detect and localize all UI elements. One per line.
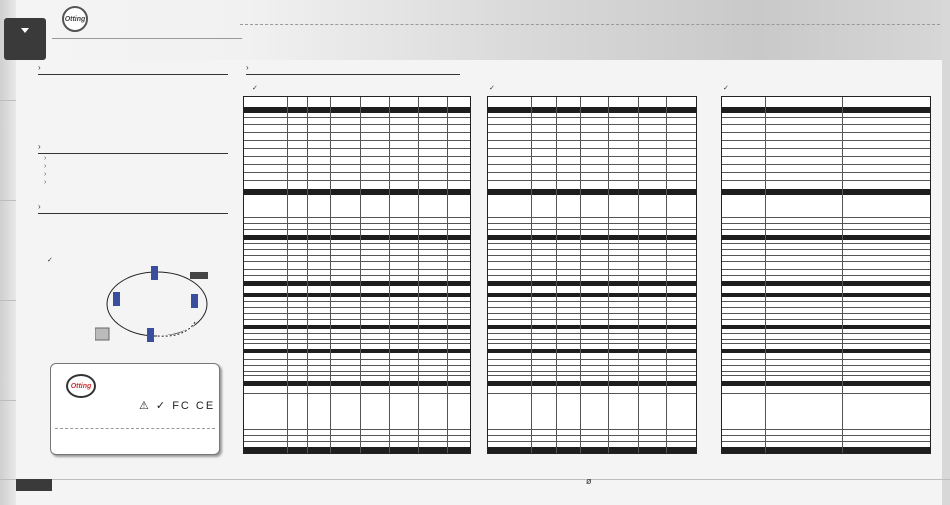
spec-table-2: [487, 96, 697, 454]
table-section-band: [722, 235, 930, 240]
right-margin-strip: [942, 0, 950, 505]
bullet-arrow-icon: ›: [44, 171, 47, 178]
table-row-line: [244, 124, 470, 125]
table-column-line: [556, 97, 557, 453]
table-row-line: [488, 148, 696, 149]
table-row-line: [244, 229, 470, 230]
table-row-line: [722, 333, 930, 334]
table-row-line: [244, 223, 470, 224]
spec-table-1: [243, 96, 471, 454]
table-row-line: [488, 313, 696, 314]
rack-switch-icon: [190, 272, 208, 279]
table-section-band: [488, 281, 696, 286]
table-row-line: [722, 229, 930, 230]
table-row-line: [244, 275, 470, 276]
table-row-line: [722, 243, 930, 244]
section-heading-application: [38, 203, 228, 214]
table-row-line: [244, 393, 470, 394]
table-row-line: [722, 393, 930, 394]
table-row-line: [244, 343, 470, 344]
bullet-arrow-icon: ›: [44, 179, 47, 186]
left-margin-strip: [0, 0, 16, 505]
table-row-line: [722, 249, 930, 250]
section-heading-features: [38, 143, 228, 154]
table-row-line: [488, 333, 696, 334]
table-row-line: [722, 319, 930, 320]
check-icon: ✓: [47, 257, 53, 264]
table-section-band: [244, 107, 470, 113]
table-row-line: [244, 359, 470, 360]
table-row-line: [488, 243, 696, 244]
table-row-line: [722, 269, 930, 270]
table-section-band: [488, 235, 696, 240]
table-column-line: [531, 97, 532, 453]
table-row-line: [722, 371, 930, 372]
table-row-line: [244, 172, 470, 173]
table-row-line: [244, 313, 470, 314]
table-section-band: [722, 189, 930, 195]
table-row-line: [488, 359, 696, 360]
brand-logo: [62, 6, 88, 32]
page-number-tab: [16, 479, 52, 491]
table-row-line: [722, 375, 930, 376]
table-row-line: [244, 441, 470, 442]
table-row-line: [244, 117, 470, 118]
table-row-line: [488, 307, 696, 308]
table-row-line: [722, 164, 930, 165]
chevron-right-icon: ›: [38, 142, 41, 151]
table-column-line: [666, 97, 667, 453]
table-row-line: [488, 261, 696, 262]
check-icon: ✓: [489, 85, 495, 92]
table-row-line: [722, 255, 930, 256]
table-row-line: [488, 249, 696, 250]
table-row-line: [488, 371, 696, 372]
table-section-band: [488, 107, 696, 113]
table-row-line: [722, 148, 930, 149]
table-row-line: [488, 429, 696, 430]
table-row-line: [244, 255, 470, 256]
table-section-band: [722, 447, 930, 453]
table-row-line: [244, 307, 470, 308]
table-row-line: [488, 275, 696, 276]
strip-divider: [0, 300, 16, 301]
table-row-line: [244, 339, 470, 340]
table-section-band: [722, 381, 930, 386]
table-row-line: [722, 307, 930, 308]
table-row-line: [488, 217, 696, 218]
footer-rule: [0, 479, 950, 480]
chevron-right-icon: ›: [38, 202, 41, 211]
table-section-band: [244, 235, 470, 240]
table-row-line: [244, 164, 470, 165]
certification-box: [50, 363, 220, 455]
table-column-line: [389, 97, 390, 453]
table-row-line: [244, 435, 470, 436]
table-row-line: [488, 117, 696, 118]
check-icon: ✓: [252, 85, 258, 92]
table-row-line: [722, 359, 930, 360]
table-row-line: [488, 255, 696, 256]
table-row-line: [722, 261, 930, 262]
table-row-line: [722, 117, 930, 118]
table-row-line: [244, 429, 470, 430]
table-section-band: [244, 349, 470, 353]
brand-logo-text: Otting: [64, 15, 86, 23]
switch-device-icon: [191, 294, 198, 308]
table-row-line: [244, 371, 470, 372]
chevron-right-icon: ›: [246, 63, 249, 72]
table-row-line: [488, 164, 696, 165]
table-section-band: [244, 325, 470, 329]
switch-device-icon: [147, 328, 154, 342]
strip-divider: [0, 400, 16, 401]
table-row-line: [244, 180, 470, 181]
header-rule: [52, 38, 242, 39]
table-row-line: [722, 124, 930, 125]
table-row-line: [722, 223, 930, 224]
table-row-line: [488, 172, 696, 173]
table-row-line: [488, 375, 696, 376]
brand-mark-icon: ø: [586, 476, 592, 486]
ring-network-diagram: [95, 260, 225, 350]
table-section-band: [722, 325, 930, 329]
table-row-line: [488, 343, 696, 344]
table-row-line: [244, 217, 470, 218]
table-section-band: [244, 381, 470, 386]
table-section-band: [488, 349, 696, 353]
table-section-band: [244, 189, 470, 195]
header-dotted-rule: [240, 24, 940, 25]
table-row-line: [488, 269, 696, 270]
chevron-down-icon: [21, 28, 29, 33]
table-row-line: [244, 261, 470, 262]
table-row-line: [722, 343, 930, 344]
table-row-line: [488, 124, 696, 125]
computer-icon: [95, 328, 109, 340]
brand-logo: [66, 374, 96, 398]
brand-logo-text: Otting: [70, 382, 92, 390]
table-row-line: [722, 313, 930, 314]
table-section-band: [722, 349, 930, 353]
table-row-line: [488, 223, 696, 224]
chevron-right-icon: ›: [38, 63, 41, 72]
table-row-line: [722, 435, 930, 436]
table-column-line: [418, 97, 419, 453]
table-section-band: [722, 107, 930, 113]
table-row-line: [488, 301, 696, 302]
table-section-band: [244, 293, 470, 297]
table-row-line: [488, 365, 696, 366]
table-row-line: [722, 140, 930, 141]
chapter-tab[interactable]: [4, 18, 46, 60]
table-section-band: [244, 447, 470, 453]
table-section-band: [244, 281, 470, 286]
table-row-line: [488, 156, 696, 157]
table-section-band: [488, 189, 696, 195]
table-row-line: [488, 441, 696, 442]
section-heading-overview: [38, 64, 228, 75]
table-column-line: [638, 97, 639, 453]
table-row-line: [488, 229, 696, 230]
table-column-line: [330, 97, 331, 453]
table-section-band: [488, 293, 696, 297]
table-row-line: [488, 393, 696, 394]
table-section-band: [722, 281, 930, 286]
table-column-line: [842, 97, 843, 453]
table-section-band: [722, 293, 930, 297]
switch-device-icon: [113, 292, 120, 306]
table-row-line: [722, 180, 930, 181]
table-row-line: [722, 301, 930, 302]
spec-table-3: [721, 96, 931, 454]
table-column-line: [360, 97, 361, 453]
table-section-band: [488, 381, 696, 386]
table-row-line: [244, 243, 470, 244]
bullet-arrow-icon: ›: [44, 155, 47, 162]
table-column-line: [608, 97, 609, 453]
table-row-line: [722, 132, 930, 133]
table-section-band: [488, 325, 696, 329]
table-row-line: [722, 339, 930, 340]
table-section-band: [488, 447, 696, 453]
check-icon: ✓: [723, 85, 729, 92]
header-band: [16, 0, 942, 60]
table-column-line: [765, 97, 766, 453]
table-row-line: [244, 365, 470, 366]
table-column-line: [447, 97, 448, 453]
table-row-line: [488, 132, 696, 133]
table-row-line: [244, 148, 470, 149]
section-heading-specifications: [246, 64, 460, 75]
table-row-line: [488, 140, 696, 141]
table-column-line: [307, 97, 308, 453]
table-row-line: [244, 333, 470, 334]
table-row-line: [244, 301, 470, 302]
table-row-line: [722, 429, 930, 430]
table-row-line: [722, 156, 930, 157]
switch-device-icon: [151, 266, 158, 280]
table-row-line: [722, 172, 930, 173]
table-row-line: [244, 140, 470, 141]
table-row-line: [244, 375, 470, 376]
table-row-line: [488, 435, 696, 436]
strip-divider: [0, 200, 16, 201]
table-row-line: [244, 319, 470, 320]
table-row-line: [722, 275, 930, 276]
table-column-line: [580, 97, 581, 453]
certification-marks: ⚠ ✓ FC CE: [139, 400, 216, 412]
table-row-line: [488, 319, 696, 320]
table-column-line: [287, 97, 288, 453]
dashed-divider: [55, 428, 215, 429]
bullet-arrow-icon: ›: [44, 163, 47, 170]
table-row-line: [244, 132, 470, 133]
table-row-line: [244, 269, 470, 270]
table-row-line: [722, 365, 930, 366]
table-row-line: [488, 339, 696, 340]
strip-divider: [0, 100, 16, 101]
table-row-line: [244, 249, 470, 250]
table-row-line: [722, 217, 930, 218]
table-row-line: [488, 180, 696, 181]
table-row-line: [722, 441, 930, 442]
table-row-line: [244, 156, 470, 157]
